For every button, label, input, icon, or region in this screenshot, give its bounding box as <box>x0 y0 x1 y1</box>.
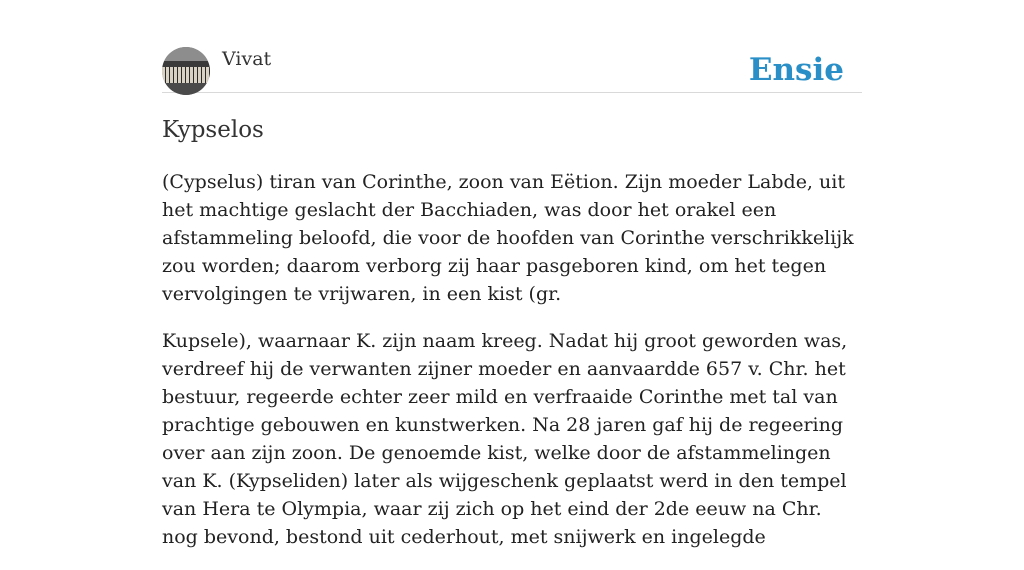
brand-logo[interactable]: Ensie <box>748 52 844 88</box>
author-avatar[interactable] <box>162 47 210 95</box>
article-body <box>162 168 862 570</box>
article-title: Kypselos <box>162 117 264 143</box>
author-name[interactable]: Vivat <box>222 48 272 70</box>
article-page <box>162 0 862 548</box>
article-paragraph: Kupsele), waarnaar K. zijn naam kreeg. Nadat hij groot geworden was, verdreef hij de verwanten zijner moeder en aanvaardde 657 v. Chr. het bestuur, regeerde echter zeer mild en verfraaide Corinthe met tal van prachtige gebouwen en kunstwerken. Na 28 jaren gaf hij de regeering over aan zijn zoon. De genoemde kist, welke door de afstammelingen van K. (Kypseliden) later als wijgeschenk geplaatst werd in den tempel van Hera te Olympia, waar zij zich op het eind der 2de eeuw na Chr. nog bevond, bestond uit cederhout, met snijwerk en ingelegde <box>162 330 848 548</box>
article-header <box>162 47 862 93</box>
article-paragraph: (Cypselus) tiran van Corinthe, zoon van Eëtion. Zijn moeder Labde, uit het machtige geslacht der Bacchiaden, was door het orakel een afstammeling beloofd, die voor de hoofden van Corinthe verschrikkelijk zou worden; daarom verborg zij haar pasgeboren kind, om het tegen vervolgingen te vrijwaren, in een kist (gr. <box>162 171 854 305</box>
